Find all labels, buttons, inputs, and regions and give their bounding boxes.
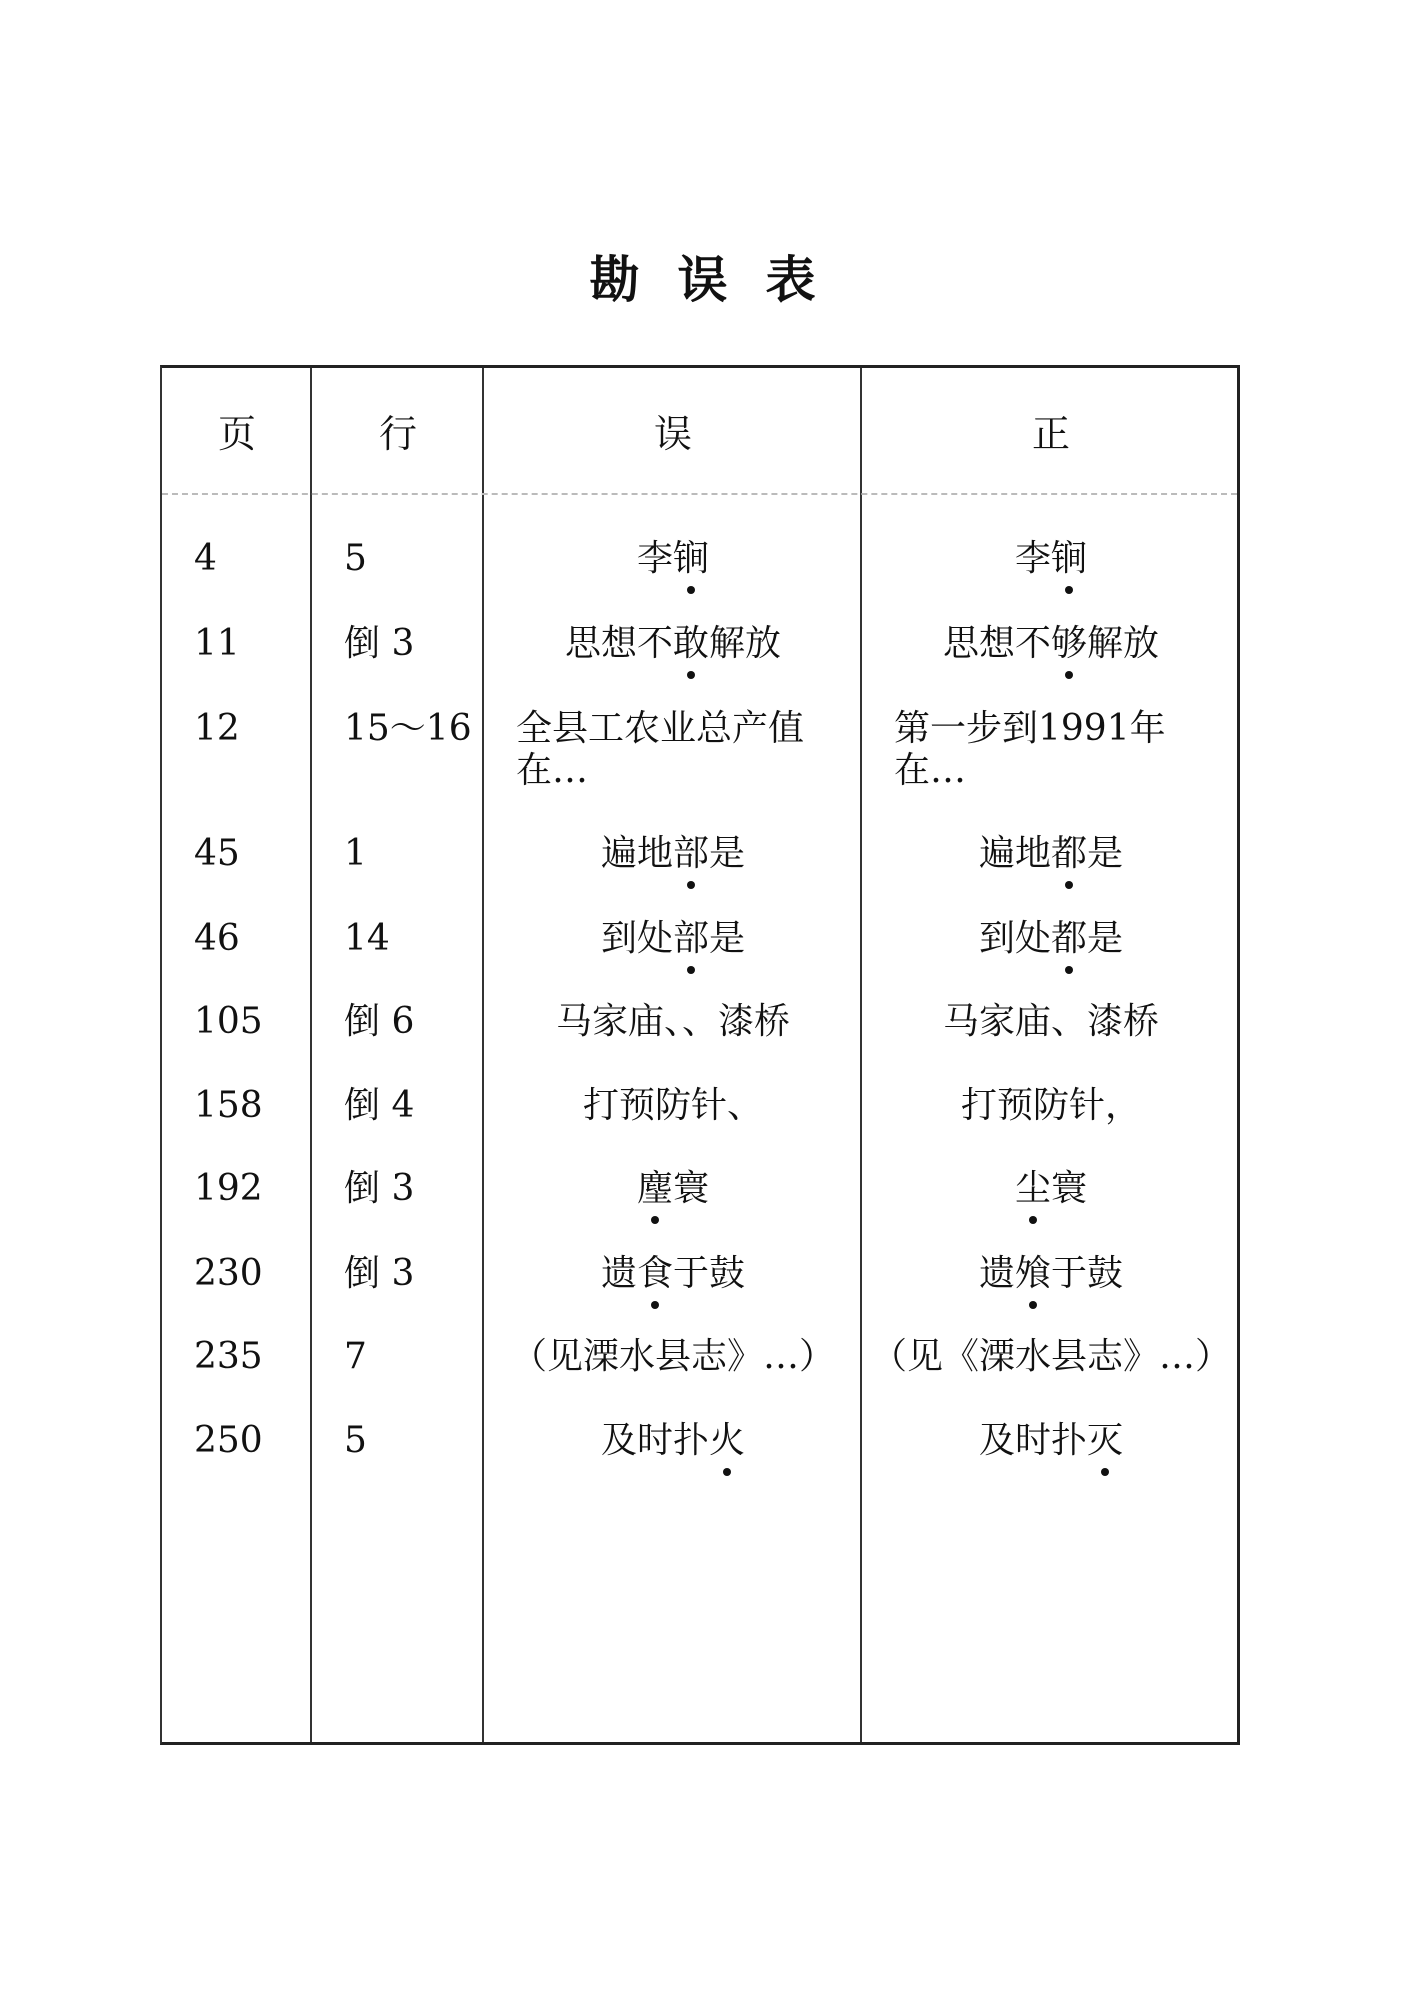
wrong-cell: 思想不敢解放 xyxy=(564,623,782,664)
line-cell: 14 xyxy=(344,918,390,959)
emphasis-dot-char: 尘 xyxy=(1014,1168,1051,1209)
right-cell: 李锏 xyxy=(1014,538,1088,579)
wrong-cell: 马家庙、、漆桥 xyxy=(555,1001,790,1042)
wrong-cell: 到处部是 xyxy=(600,918,746,959)
header-divider xyxy=(162,493,1237,495)
line-cell: 倒 3 xyxy=(344,623,415,664)
emphasis-dot-char: 麈 xyxy=(636,1168,673,1209)
line-cell: 倒 4 xyxy=(344,1085,415,1126)
line-cell: 5 xyxy=(344,538,367,579)
page-cell: 105 xyxy=(194,1001,263,1042)
emphasis-dot-char: 部 xyxy=(672,833,709,874)
wrong-cell: 李锏 xyxy=(636,538,710,579)
header-page: 页 xyxy=(217,412,256,456)
emphasis-dot-char: 灭 xyxy=(1087,1420,1124,1461)
page-cell: 4 xyxy=(194,538,217,579)
right-cell: 到处都是 xyxy=(978,918,1124,959)
emphasis-dot-char: 够 xyxy=(1050,623,1087,664)
page-title: 勘误表 xyxy=(589,250,854,309)
header-wrong: 误 xyxy=(653,412,692,456)
page-cell: 230 xyxy=(194,1253,263,1294)
right-cell: 遍地都是 xyxy=(978,833,1124,874)
emphasis-dot-char: 飧 xyxy=(1014,1253,1051,1294)
emphasis-dot-char: 部 xyxy=(672,918,709,959)
header-line: 行 xyxy=(378,412,417,456)
line-cell: 倒 6 xyxy=(344,1001,415,1042)
wrong-cell: 麈寰 xyxy=(636,1168,710,1209)
wrong-cell: 打预防针、 xyxy=(582,1085,763,1126)
right-cell: 思想不够解放 xyxy=(942,623,1160,664)
wrong-cell: （见溧水县志》…） xyxy=(510,1336,835,1377)
wrong-cell: 全县工农业总产值在… xyxy=(516,708,805,791)
wrong-cell: 及时扑火 xyxy=(600,1420,746,1461)
page-cell: 12 xyxy=(194,708,240,749)
wrong-cell: 遗食于鼓 xyxy=(600,1253,746,1294)
page-cell: 45 xyxy=(194,833,240,874)
emphasis-dot-char: 都 xyxy=(1050,833,1087,874)
errata-table xyxy=(160,365,1240,1745)
line-cell: 15～16 xyxy=(344,708,472,749)
right-cell: 马家庙、漆桥 xyxy=(942,1001,1159,1042)
wrong-cell: 遍地部是 xyxy=(600,833,746,874)
page-cell: 11 xyxy=(194,623,240,664)
right-cell: 第一步到1991年在… xyxy=(894,708,1166,791)
line-cell: 倒 3 xyxy=(344,1253,415,1294)
line-cell: 7 xyxy=(344,1336,367,1377)
page-cell: 250 xyxy=(194,1420,263,1461)
line-cell: 倒 3 xyxy=(344,1168,415,1209)
emphasis-dot-char: 火 xyxy=(709,1420,746,1461)
page-cell: 235 xyxy=(194,1336,263,1377)
line-cell: 5 xyxy=(344,1420,367,1461)
emphasis-dot-char: 都 xyxy=(1050,918,1087,959)
page-cell: 192 xyxy=(194,1168,263,1209)
line-cell: 1 xyxy=(344,833,367,874)
right-cell: 尘寰 xyxy=(1014,1168,1088,1209)
page-cell: 46 xyxy=(194,918,240,959)
emphasis-dot-char: 锏 xyxy=(1051,538,1088,579)
right-cell: 及时扑灭 xyxy=(978,1420,1124,1461)
right-cell: （见《溧水县志》…） xyxy=(870,1336,1231,1377)
emphasis-dot-char: 食 xyxy=(636,1253,673,1294)
right-cell: 遗飧于鼓 xyxy=(978,1253,1124,1294)
right-cell: 打预防针， xyxy=(960,1085,1141,1126)
emphasis-dot-char: 锏 xyxy=(673,538,710,579)
page-cell: 158 xyxy=(194,1085,263,1126)
header-right: 正 xyxy=(1031,412,1070,456)
emphasis-dot-char: 敢 xyxy=(672,623,709,664)
